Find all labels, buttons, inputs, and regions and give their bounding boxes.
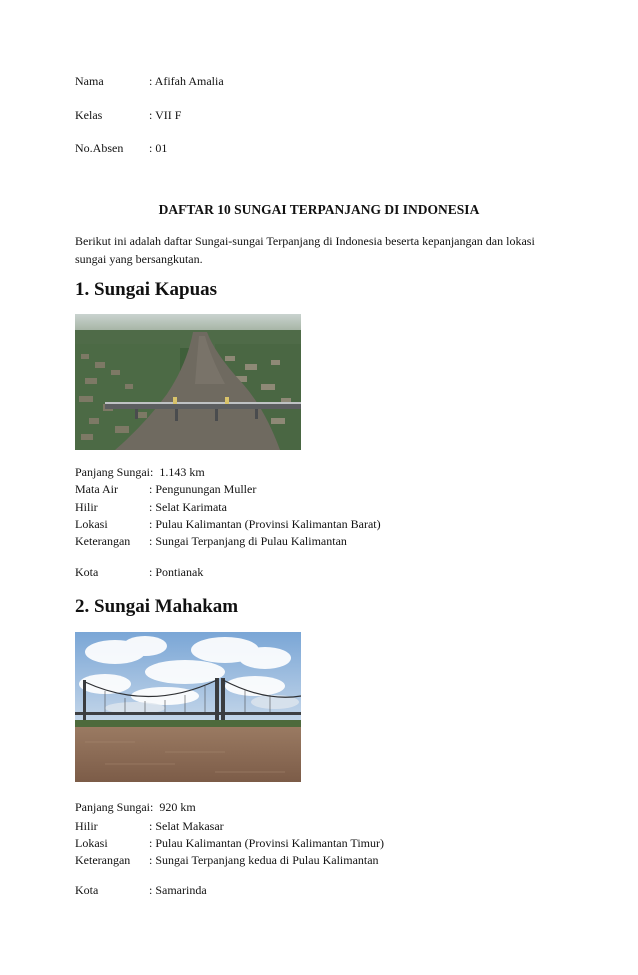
- city-value-2: : Samarinda: [149, 883, 207, 897]
- city-label-2: Kota: [75, 883, 99, 897]
- location-value-2: : Pulau Kalimantan (Provinsi Kalimantan Timur): [149, 836, 384, 850]
- section-heading-mahakam: 2. Sungai Mahakam: [75, 596, 239, 617]
- mouth-value: : Selat Karimata: [149, 500, 227, 514]
- class-value: : VII F: [149, 108, 182, 122]
- note-label-2: Keterangan: [75, 853, 131, 867]
- note-label: Keterangan: [75, 534, 131, 548]
- city-value: : Pontianak: [149, 565, 204, 579]
- river-city-aerial-photo: [75, 314, 301, 450]
- class-label: Kelas: [75, 108, 103, 122]
- document-title: DAFTAR 10 SUNGAI TERPANJANG DI INDONESIA: [158, 202, 480, 217]
- location-label: Lokasi: [75, 517, 108, 531]
- location-value: : Pulau Kalimantan (Provinsi Kalimantan Barat): [149, 517, 381, 531]
- number-value: : 01: [149, 141, 168, 155]
- mouth-label: Hilir: [75, 500, 98, 514]
- number-label: No.Absen: [75, 141, 124, 155]
- length-value: 1.143 km: [159, 465, 205, 479]
- name-label: Nama: [75, 74, 104, 88]
- note-value-2: : Sungai Terpanjang kedua di Pulau Kalimantan: [149, 853, 379, 867]
- source-value: : Pengunungan Muller: [149, 482, 257, 496]
- length-label-2: Panjang Sungai: 920 km: [75, 800, 196, 814]
- length-label: Panjang Sungai: 1.143 km: [75, 465, 205, 479]
- suspension-bridge-photo: [75, 632, 301, 782]
- city-label: Kota: [75, 565, 99, 579]
- note-value: : Sungai Terpanjang di Pulau Kalimantan: [149, 534, 347, 548]
- mouth-value-2: : Selat Makasar: [149, 819, 224, 833]
- intro-paragraph: Berikut ini adalah daftar Sungai-sungai Terpanjang di Indonesia beserta kepanjangan dan lokasi sungai yang bersangkutan.: [75, 234, 535, 266]
- name-value: : Afifah Amalia: [149, 74, 224, 88]
- mouth-label-2: Hilir: [75, 819, 98, 833]
- length-value-2: 920 km: [159, 800, 196, 814]
- section-heading-kapuas: 1. Sungai Kapuas: [75, 279, 218, 300]
- source-label: Mata Air: [75, 482, 118, 496]
- location-label-2: Lokasi: [75, 836, 108, 850]
